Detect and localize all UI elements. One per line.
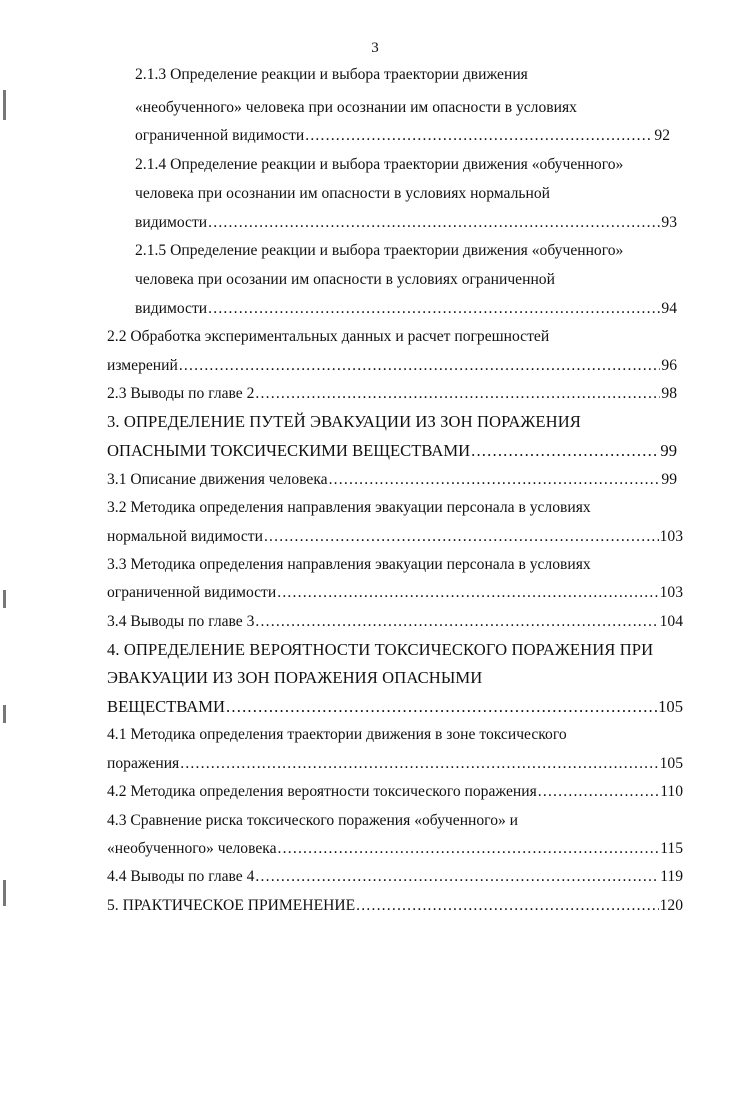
leader-dots: [356, 896, 658, 916]
toc-entry-4: [107, 697, 683, 717]
toc-line: видимости: [135, 214, 208, 231]
toc-line: «необученного» человека: [107, 840, 277, 857]
toc-entry-2-1-4: [135, 213, 677, 233]
toc-page: 103: [659, 528, 683, 545]
toc-page: 103: [659, 584, 683, 601]
toc-line: 2.1.5 Определение реакции и выбора траектории движения «обученного»: [135, 242, 624, 259]
toc-entry-2-2: [107, 356, 677, 376]
toc-entry-3-2: [107, 527, 683, 547]
toc-page: 115: [660, 840, 683, 857]
toc-line: 3.1 Описание движения человека: [107, 471, 328, 488]
toc-entry-2-1-3: [135, 126, 670, 146]
toc-entry-3-3: [107, 583, 683, 603]
toc-entry-3: [107, 441, 677, 461]
toc-line: поражения: [107, 755, 180, 772]
toc-page: 105: [659, 755, 683, 772]
toc-page: 98: [661, 385, 677, 402]
toc-line: измерений: [107, 357, 178, 374]
toc-entry-3-1: [107, 470, 677, 490]
toc-line: 2.3 Выводы по главе 2: [107, 385, 255, 402]
leader-dots: [226, 697, 657, 717]
leader-dots: [471, 441, 659, 461]
toc-page: 96: [661, 357, 677, 374]
toc-line: 4.3 Сравнение риска токсического поражения «обученного» и: [107, 812, 519, 829]
toc-line: 2.2 Обработка экспериментальных данных и расчет погрешностей: [107, 328, 550, 345]
toc-line: человека при осозании им опасности в условиях ограниченной: [135, 271, 555, 288]
toc-line: 3.3 Методика определения направления эвакуации персонала в условиях: [107, 556, 591, 573]
toc-page: 120: [659, 897, 683, 914]
toc-entry-2-3: [107, 384, 677, 404]
toc-line: 4. ОПРЕДЕЛЕНИЕ ВЕРОЯТНОСТИ ТОКСИЧЕСКОГО ПОРАЖЕНИЯ ПРИ: [107, 640, 654, 659]
scan-noise: [3, 590, 6, 608]
leader-dots: [305, 126, 653, 146]
toc-line: человека при осознании им опасности в условиях нормальной: [135, 185, 550, 202]
toc-entry-4-1: [107, 754, 683, 774]
leader-dots: [180, 754, 658, 774]
toc-page: 93: [661, 214, 677, 231]
toc-line: 3. ОПРЕДЕЛЕНИЕ ПУТЕЙ ЭВАКУАЦИИ ИЗ ЗОН ПОРАЖЕНИЯ: [107, 412, 581, 431]
toc-line: 3.4 Выводы по главе 3: [107, 613, 255, 630]
toc-entry-5: [107, 896, 683, 916]
leader-dots: [179, 356, 661, 376]
leader-dots: [255, 867, 659, 887]
toc-line: 2.1.3 Определение реакции и выбора траектории движения: [135, 66, 528, 83]
toc-line: ВЕЩЕСТВАМИ: [107, 697, 226, 716]
scan-noise: [3, 705, 6, 723]
leader-dots: [208, 213, 660, 233]
page-number: 3: [371, 40, 379, 56]
toc-line: видимости: [135, 300, 208, 317]
leader-dots: [538, 782, 659, 802]
toc-line: ограниченной видимости: [135, 127, 305, 144]
leader-dots: [255, 612, 658, 632]
toc-entry-4-2: [107, 782, 683, 802]
toc-line: 4.2 Методика определения вероятности токсического поражения: [107, 783, 537, 800]
toc-entry-4-4: [107, 867, 683, 887]
toc-line: нормальной видимости: [107, 528, 263, 545]
toc-page: 110: [660, 783, 683, 800]
toc-page: 99: [660, 441, 677, 460]
toc-line: 3.2 Методика определения направления эвакуации персонала в условиях: [107, 499, 591, 516]
toc-entry-2-1-5: [135, 299, 677, 319]
toc-line: 4.1 Методика определения траектории движения в зоне токсического: [107, 726, 567, 743]
leader-dots: [277, 583, 658, 603]
toc-page: 104: [659, 613, 683, 630]
toc-line: «необученного» человека при осознании им опасности в условиях: [135, 99, 577, 116]
toc-line: 4.4 Выводы по главе 4: [107, 868, 255, 885]
toc-page: 92: [654, 127, 670, 144]
toc-line: ограниченной видимости: [107, 584, 277, 601]
toc-line: ОПАСНЫМИ ТОКСИЧЕСКИМИ ВЕЩЕСТВАМИ: [107, 441, 471, 460]
toc-page: 94: [661, 300, 677, 317]
leader-dots: [264, 527, 659, 547]
leader-dots: [329, 470, 661, 490]
toc-entry-3-4: [107, 612, 683, 632]
leader-dots: [208, 299, 660, 319]
toc-line: 2.1.4 Определение реакции и выбора траектории движения «обученного»: [135, 156, 624, 173]
toc-page: 99: [661, 471, 677, 488]
toc-page: 119: [660, 868, 683, 885]
toc-page: 105: [658, 697, 683, 716]
toc-line: ЭВАКУАЦИИ ИЗ ЗОН ПОРАЖЕНИЯ ОПАСНЫМИ: [107, 668, 483, 687]
scan-noise: [3, 880, 6, 906]
toc-entry-4-3: [107, 839, 683, 859]
leader-dots: [255, 384, 660, 404]
toc-line: 5. ПРАКТИЧЕСКОЕ ПРИМЕНЕНИЕ: [107, 897, 356, 914]
scan-noise: [3, 90, 6, 120]
leader-dots: [278, 839, 660, 859]
